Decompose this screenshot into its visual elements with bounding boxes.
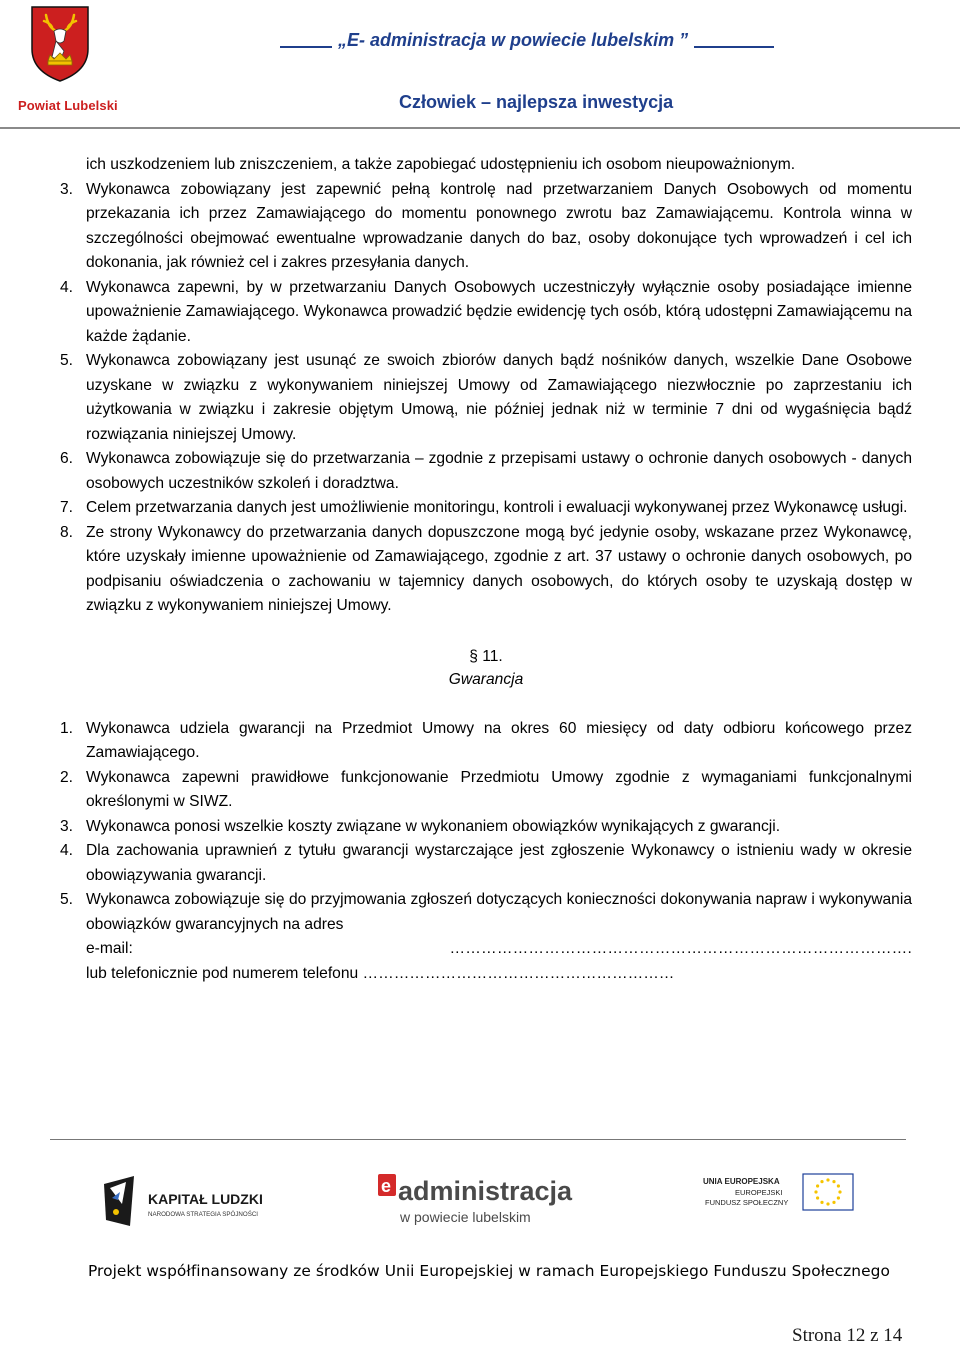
list-item <box>60 888 912 937</box>
list-item-number: 3. <box>60 180 74 198</box>
section-heading <box>60 645 912 691</box>
ea-main: administracja <box>398 1176 573 1206</box>
paragraph-continuation <box>60 153 912 178</box>
list-item <box>60 447 912 496</box>
list-item-text: Celem przetwarzania danych jest umożliwienie monitoringu, kontroli i ewaluacji wykonywanej przez Wykonawcę usługi. <box>86 499 908 516</box>
list-item-text: Wykonawca zobowiązany jest zapewnić pełną kontrolę nad przetwarzaniem Danych Osobowych od momentu przekazania ich przez Zamawiającego do momentu ponownego zwrotu baz Zamawiającemu. Kontrola winna w szczególności obejmować ewentualne wprowadzanie danych do baz, osoby dokonujące tych wprowadzeń i cel ich dokonania, jak również cel i zakres przesyłania danych. <box>86 180 912 271</box>
document-body <box>60 153 912 986</box>
list-item-number: 4. <box>60 278 74 296</box>
ea-letter: e <box>381 1176 392 1196</box>
list-item-number: 5. <box>60 891 74 908</box>
list-item-number: 1. <box>60 719 74 737</box>
list-item-text: Wykonawca zobowiązuje się do przetwarzania – zgodnie z przepisami ustawy o ochronie danych osobowych - danych osobowych uczestników szkoleń i doradztwa. <box>86 450 912 492</box>
list-item-number: 6. <box>60 450 74 467</box>
paragraph-text: ich uszkodzeniem lub zniszczeniem, a także zapobiegać udostępnieniu ich osobom nieupoważnionym. <box>86 156 796 173</box>
list-item-number: 2. <box>60 768 74 786</box>
list-item <box>60 276 912 350</box>
ue-line2: EUROPEJSKI <box>735 1188 783 1197</box>
list-item-number: 5. <box>60 352 74 369</box>
header-title-row <box>280 30 820 51</box>
header-divider <box>0 127 960 129</box>
ea-sub: w powiecie lubelskim <box>400 1209 531 1225</box>
section-number: § 11. <box>469 647 503 665</box>
logo-caption: Powiat Lubelski <box>18 98 118 113</box>
list-item-text: Wykonawca zapewni, by w przetwarzaniu Danych Osobowych uczestniczyły wyłącznie osoby posiadające imienne upoważnienie Zamawiającego. Wykonawca prowadzić będzie ewidencję tych osób, którą udostępni Zamawiającemu na każde żądanie. <box>86 278 912 345</box>
footer-funding-text: Projekt współfinansowany ze środków Unii Europejskiej w ramach Europejskiego Funduszu Społecznego <box>88 1262 890 1280</box>
footer-divider <box>50 1139 906 1140</box>
list-item <box>60 766 912 815</box>
list-item <box>60 349 912 447</box>
ue-line3: FUNDUSZ SPOŁECZNY <box>705 1198 789 1207</box>
list-item-text: Wykonawca zobowiązuje się do przyjmowania zgłoszeń dotyczących konieczności dokonywania napraw i wykonywania obowiązków gwarancyjnych na adres <box>86 891 912 933</box>
email-line <box>60 937 912 962</box>
list-item <box>60 815 912 840</box>
list-item-text: Wykonawca zobowiązany jest usunąć ze swoich zbiorów danych bądź nośników danych, wszelkie Dane Osobowe uzyskane w związku z wykonywaniem niniejszej Umowy od Zamawiającego niezwłocznie po zaprzestaniu ich użytkowania w związku i zakresie objętym Umową, nie później jednak niż w terminie 7 dni od wygaśnięcia bądź rozwiązania niniejszej Umowy. <box>86 352 912 443</box>
title-right-rule <box>694 46 774 48</box>
phone-text: lub telefonicznie pod numerem telefonu …………………………………………………… <box>86 964 675 982</box>
list-item-number: 4. <box>60 842 74 859</box>
list-item <box>60 496 912 521</box>
kapital-ludzki-logo <box>100 1170 290 1232</box>
email-placeholder: ……………………………………………………………………………. <box>449 940 912 957</box>
section-title: Gwarancja <box>448 670 524 688</box>
list-item <box>60 839 912 888</box>
page-header <box>0 0 960 130</box>
list-item <box>60 178 912 276</box>
numbered-list-a <box>60 178 912 619</box>
list-item-number: 3. <box>60 817 74 835</box>
list-item <box>60 717 912 766</box>
list-item-text: Ze strony Wykonawcy do przetwarzania danych dopuszczone mogą być jedynie osoby, wskazane przez Wykonawcę, które uzyskały imienne upoważnienie od Zamawiającego, zgodnie z art. 37 ustawy o ochronie danych osobowych, po podpisaniu oświadczenia o zachowaniu w tajemnicy danych osobowych, do których osoby te uzyskają dostęp w związku z wykonywaniem niniejszej Umowy. <box>86 523 912 614</box>
phone-line <box>60 962 912 987</box>
list-item-text: Wykonawca udziela gwarancji na Przedmiot Umowy na okres 60 miesięcy od daty odbioru końcowego przez Zamawiającego. <box>86 719 912 761</box>
page-number: Strona 12 z 14 <box>792 1325 903 1346</box>
list-item-number: 8. <box>60 523 74 541</box>
kl-subtitle: NARODOWA STRATEGIA SPÓJNOŚCI <box>148 1211 259 1218</box>
powiat-crest-logo <box>30 5 90 83</box>
list-item-text: Wykonawca ponosi wszelkie koszty związane w wykonaniem obowiązków wynikających z gwarancji. <box>86 817 781 835</box>
kl-title: KAPITAŁ LUDZKI <box>148 1191 263 1207</box>
email-label: e-mail: <box>86 940 133 957</box>
header-title: „E- administracja w powiecie lubelskim ” <box>338 30 689 50</box>
list-item-text: Wykonawca zapewni prawidłowe funkcjonowanie Przedmiotu Umowy zgodnie z wymaganiami funkcjonalnymi określonymi w SIWZ. <box>86 768 912 810</box>
e-administracja-logo <box>378 1170 588 1230</box>
list-item-text: Dla zachowania uprawnień z tytułu gwarancji wystarczające jest zgłoszenie Wykonawcy o istnieniu wady w okresie obowiązywania gwarancji. <box>86 842 912 884</box>
header-subtitle: Człowiek – najlepsza inwestycja <box>399 92 674 112</box>
title-left-rule <box>280 46 332 48</box>
numbered-list-b <box>60 717 912 987</box>
list-item <box>60 521 912 619</box>
ue-efs-logo <box>695 1172 860 1220</box>
list-item-number: 7. <box>60 499 74 516</box>
ue-line1: UNIA EUROPEJSKA <box>703 1177 780 1186</box>
